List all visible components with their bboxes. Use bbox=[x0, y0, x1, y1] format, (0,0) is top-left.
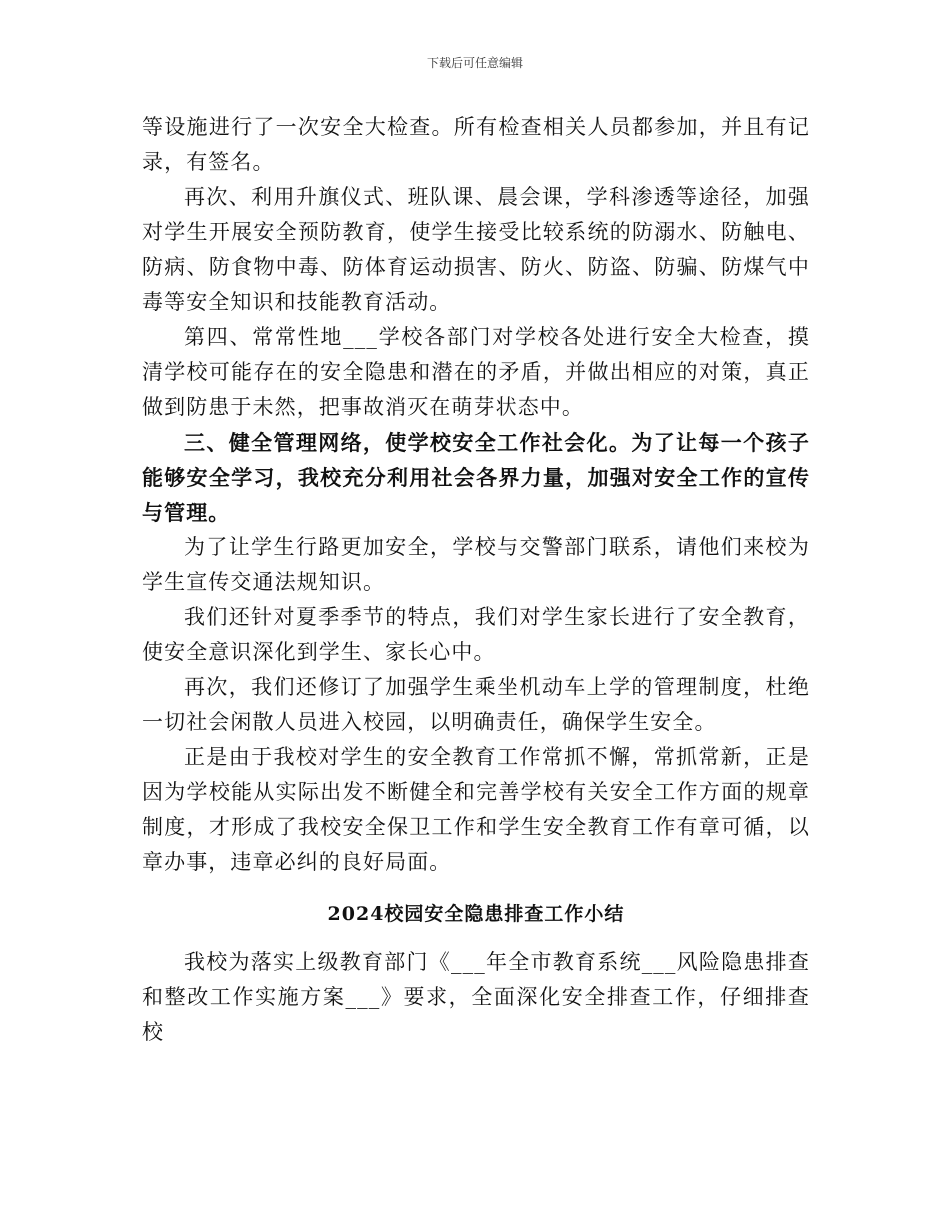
paragraph-vehicle-rules: 再次，我们还修订了加强学生乘坐机动车上学的管理制度，杜绝一切社会闲散人员进入校园，以明确责任，确保学生安全。 bbox=[142, 675, 810, 734]
paragraph-management-network-heading: 三、健全管理网络，使学校安全工作社会化。为了让每一个孩子能够安全学习，我校充分利用社会各界力量，加强对安全工作的宣传与管理。 bbox=[142, 430, 810, 525]
header-note: 下载后可任意编辑 bbox=[426, 56, 523, 70]
paragraph-summary-intro: 我校为落实上级教育部门《___年全市教育系统___风险隐患排查和整改工作实施方案___》要求，全面深化安全排查工作，仔细排查校 bbox=[142, 950, 810, 1044]
paragraph-traffic-safety: 为了让学生行路更加安全，学校与交警部门联系，请他们来校为学生宣传交通法规知识。 bbox=[142, 535, 810, 594]
paragraph-safety-education: 再次、利用升旗仪式、班队课、晨会课，学科渗透等途径，加强对学生开展安全预防教育，使学生接受比较系统的防溺水、防触电、防病、防食物中毒、防体育运动损害、防火、防盗、防骗、防煤气中毒等安全知识和技能教育活动。 bbox=[142, 185, 810, 314]
paragraph-fourth-inspection: 第四、常常性地___学校各部门对学校各处进行安全大检查，摸清学校可能存在的安全隐患和潜在的矛盾，并做出相应的对策，真正做到防患于未然，把事故消灭在萌芽状态中。 bbox=[142, 325, 810, 419]
paragraph-summer-education: 我们还针对夏季季节的特点，我们对学生家长进行了安全教育，使安全意识深化到学生、家长心中。 bbox=[142, 605, 810, 664]
paragraph-conclusion: 正是由于我校对学生的安全教育工作常抓不懈，常抓常新，正是因为学校能从实际出发不断健全和完善学校有关安全工作方面的规章制度，才形成了我校安全保卫工作和学生安全教育工作有章可循，以章办事，违章必纠的良好局面。 bbox=[142, 745, 810, 874]
document-body bbox=[142, 110, 810, 1050]
paragraph-inspection-record: 等设施进行了一次安全大检查。所有检查相关人员都参加，并且有记录，有签名。 bbox=[142, 115, 810, 174]
section-title: 2024校园安全隐患排查工作小结 bbox=[327, 903, 625, 925]
